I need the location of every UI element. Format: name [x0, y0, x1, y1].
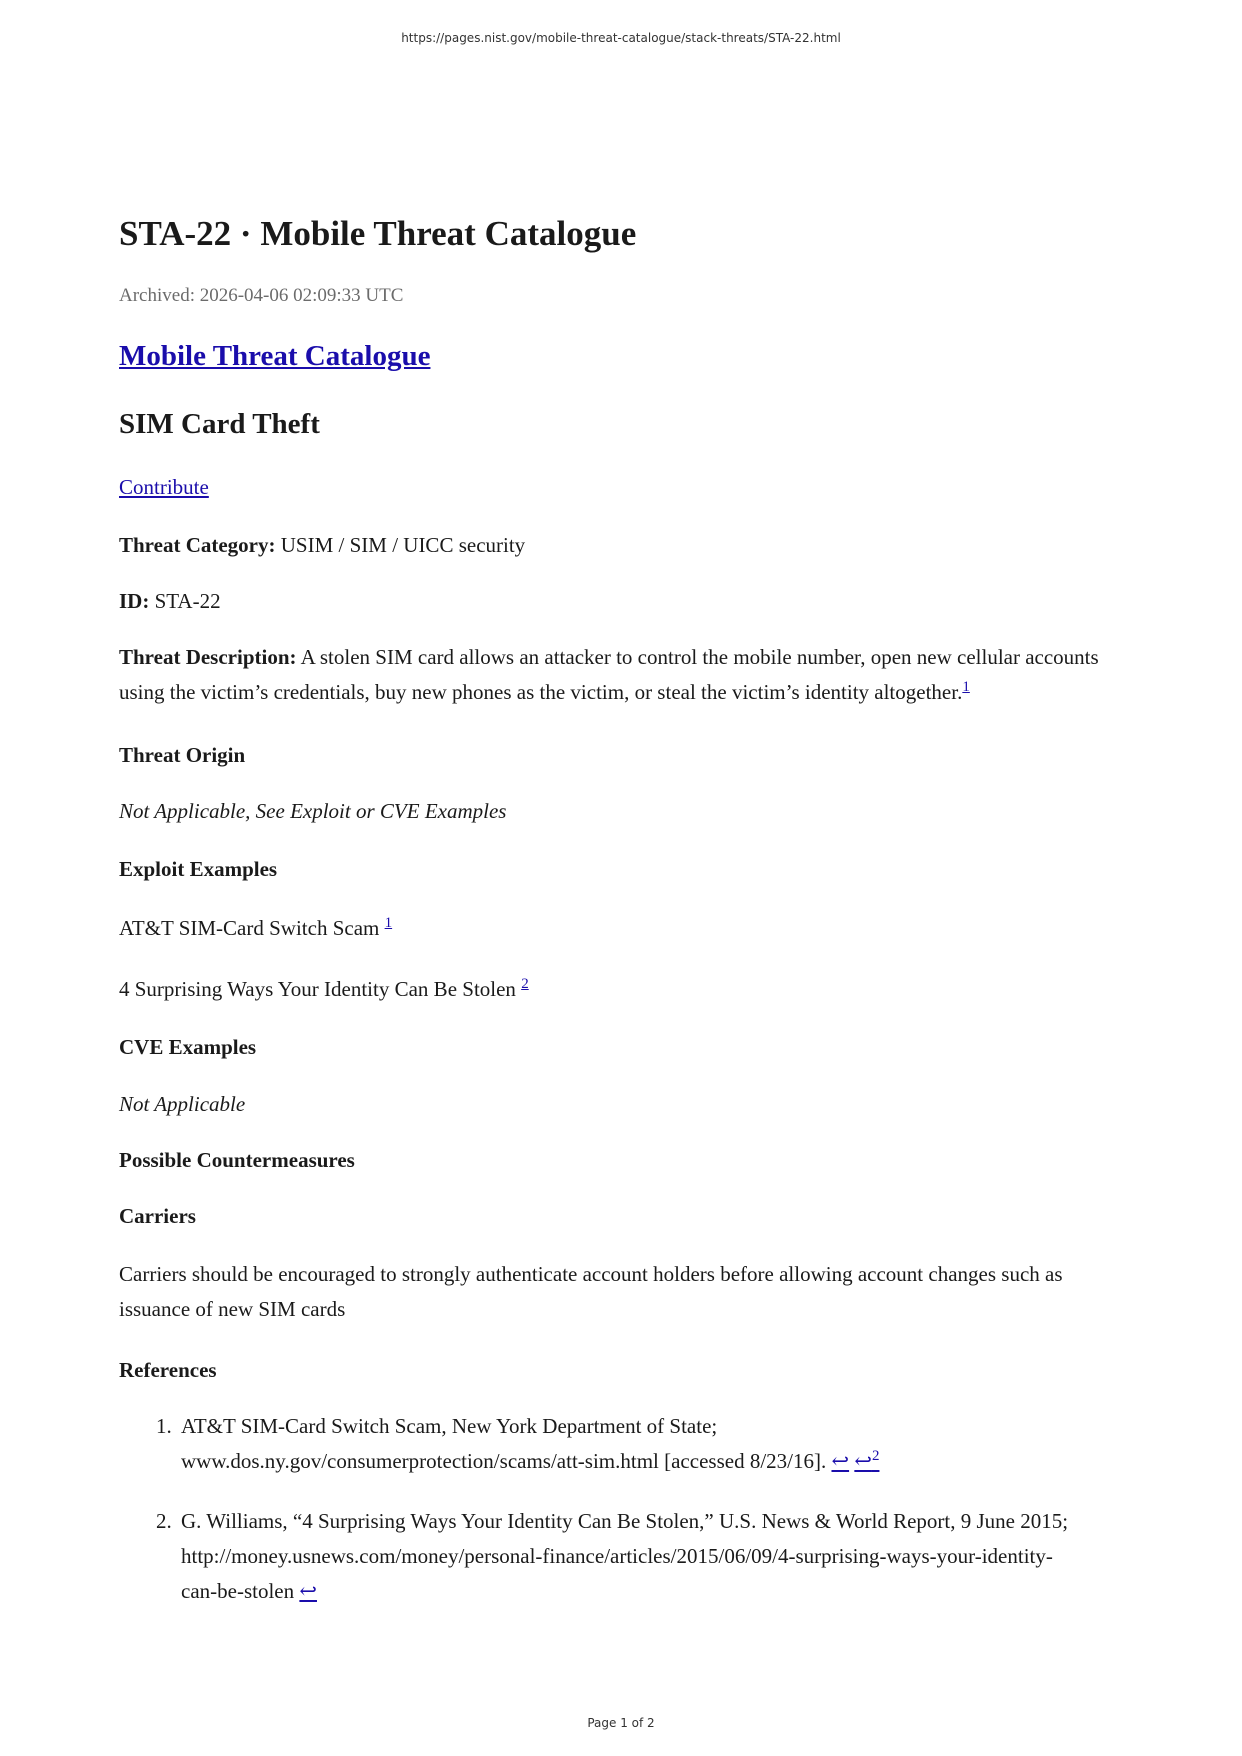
threat-description-row	[119, 640, 1129, 710]
exploit-examples-heading: Exploit Examples	[119, 857, 278, 881]
contribute-link[interactable]: Contribute	[119, 475, 209, 499]
backlink-arrow: ↩	[854, 1449, 872, 1473]
exploit-example-text: 4 Surprising Ways Your Identity Can Be Stolen	[119, 977, 516, 1001]
contribute-row	[119, 470, 1129, 505]
reference-number: 1.	[156, 1414, 172, 1438]
reference-line: http://money.usnews.com/money/personal-finance/articles/2015/06/09/4-surprising-ways-your-identity-	[181, 1544, 1053, 1568]
threat-origin-value: Not Applicable, See Exploit or CVE Examples	[119, 799, 507, 823]
cve-examples-heading: CVE Examples	[119, 1035, 257, 1059]
threat-category-row	[119, 528, 1129, 563]
reference-line: G. Williams, “4 Surprising Ways Your Identity Can Be Stolen,” U.S. News & World Report, 9 June 2015;	[181, 1509, 1069, 1533]
footnote-ref-1[interactable]: 1	[962, 679, 970, 695]
reference-item	[156, 1409, 1131, 1479]
exploit-example-text: AT&T SIM-Card Switch Scam	[119, 916, 380, 940]
reference-line: www.dos.ny.gov/consumerprotection/scams/att-sim.html [accessed 8/23/16].	[181, 1449, 827, 1473]
catalogue-home-link[interactable]: Mobile Threat Catalogue	[119, 340, 431, 372]
references-heading: References	[119, 1358, 217, 1382]
threat-description-text: A stolen SIM card allows an attacker to control the mobile number, open new cellular accounts using the victim’s credentials, buy new phones as the victim, or steal the victim’s identity altogether.	[119, 645, 1099, 704]
backlink-icon[interactable]: ↩	[299, 1579, 317, 1603]
page-title: STA-22 · Mobile Threat Catalogue	[119, 214, 637, 253]
references-list	[156, 1409, 1131, 1609]
exploit-example-item	[119, 972, 1129, 1007]
carriers-heading: Carriers	[119, 1204, 196, 1228]
threat-category-label: Threat Category:	[119, 533, 276, 557]
threat-id-row	[119, 584, 1129, 619]
reference-line: AT&T SIM-Card Switch Scam, New York Department of State;	[181, 1414, 718, 1438]
reference-number: 2.	[156, 1509, 172, 1533]
exploit-footnote-link[interactable]: 1	[384, 915, 393, 931]
exploit-example-item	[119, 911, 1129, 946]
carriers-text: Carriers should be encouraged to strongly authenticate account holders before allowing account changes such as issuance of new SIM cards	[119, 1262, 1063, 1321]
threat-description-label: Threat Description:	[119, 645, 297, 669]
exploit-footnote-link[interactable]: 2	[521, 976, 529, 992]
threat-name-heading: SIM Card Theft	[119, 408, 320, 440]
threat-category-value: USIM / SIM / UICC security	[280, 533, 526, 557]
backlink-sup: 2	[871, 1448, 880, 1464]
page-url-header: https://pages.nist.gov/mobile-threat-catalogue/stack-threats/STA-22.html	[401, 31, 841, 45]
archived-timestamp: Archived: 2026-04-06 02:09:33 UTC	[119, 285, 404, 306]
threat-id-label: ID:	[119, 589, 150, 613]
reference-line: can-be-stolen	[181, 1579, 295, 1603]
threat-origin-heading: Threat Origin	[119, 743, 246, 767]
page-number-footer: Page 1 of 2	[587, 1716, 655, 1730]
cve-examples-value: Not Applicable	[119, 1092, 246, 1116]
threat-id-value: STA-22	[154, 589, 221, 613]
countermeasures-heading: Possible Countermeasures	[119, 1148, 355, 1172]
backlink-icon[interactable]: ↩	[831, 1449, 850, 1473]
backlink-icon[interactable]	[854, 1449, 879, 1473]
reference-item	[156, 1504, 1131, 1609]
